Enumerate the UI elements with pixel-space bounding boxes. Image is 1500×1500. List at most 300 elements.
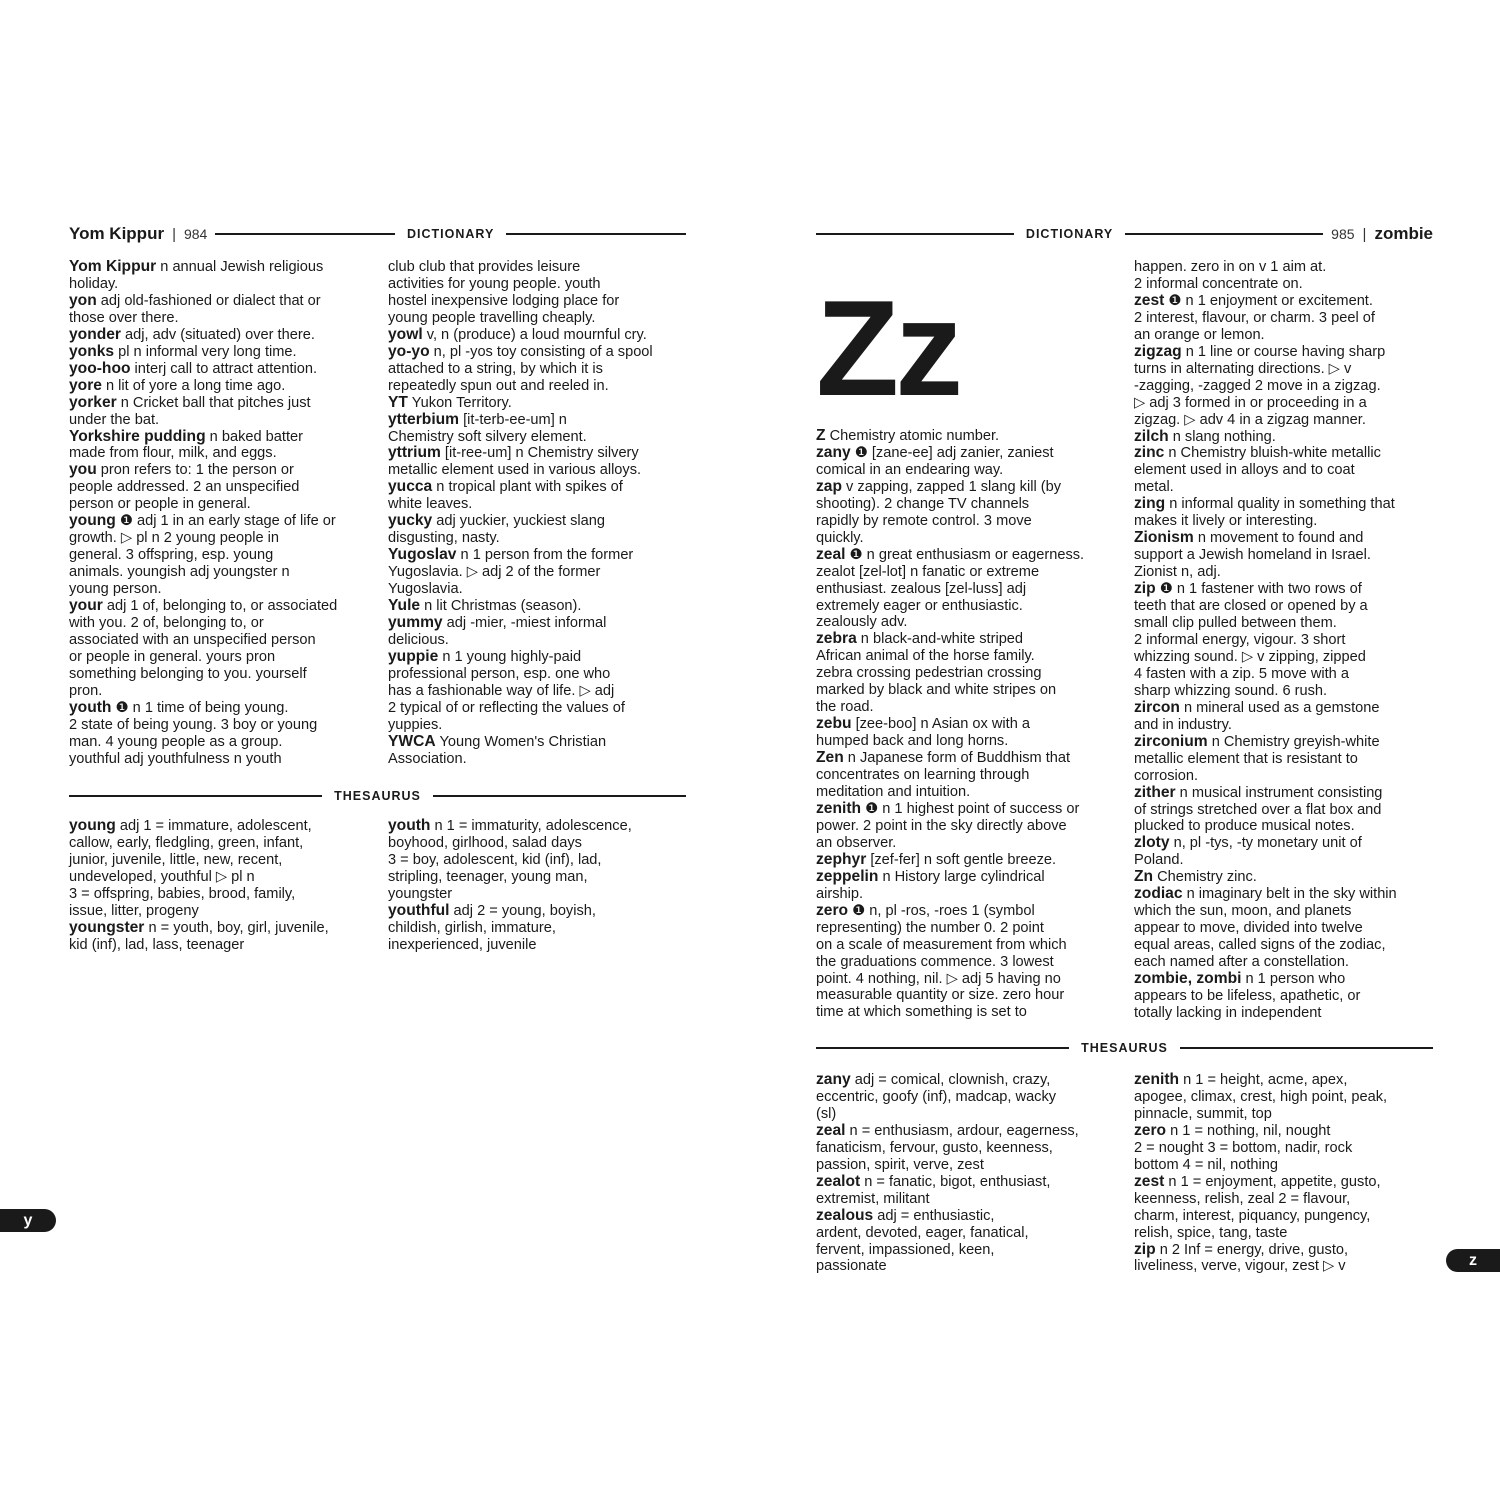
entry-line xyxy=(388,919,688,937)
entry-line xyxy=(1134,547,1439,564)
entry-line xyxy=(1134,259,1439,276)
entry-line xyxy=(1134,1207,1439,1225)
entry-text: extremist, militant xyxy=(816,1190,930,1207)
entry-text: adj 1 = immature, adolescent, xyxy=(115,818,312,834)
entry-line xyxy=(388,377,688,395)
thesaurus-column-3 xyxy=(816,1072,1121,1275)
entry-text: v, n (produce) a loud mournful cry. xyxy=(422,326,647,343)
entry-text: club club that provides leisure xyxy=(388,259,581,275)
thesaurus-column-4 xyxy=(1134,1072,1439,1275)
headword: zinc xyxy=(1134,444,1165,462)
entry-line xyxy=(1134,716,1439,734)
entry-text: kid (inf), lad, lass, teenager xyxy=(69,936,245,953)
entry-line xyxy=(388,393,688,412)
entry xyxy=(69,513,374,598)
left-thesaurus-rule xyxy=(69,795,322,797)
headword: Zn xyxy=(1134,868,1154,886)
entry xyxy=(388,259,688,327)
entry-line xyxy=(69,512,374,530)
entry-line xyxy=(388,597,688,615)
right-head-separator: | xyxy=(1362,225,1367,243)
headword: yorker xyxy=(69,393,117,411)
entry-text: Zionist n, adj. xyxy=(1134,564,1221,581)
entry-line xyxy=(1134,783,1439,802)
entry-line xyxy=(816,919,1121,937)
entry-line xyxy=(69,631,374,649)
entry-line xyxy=(1134,1004,1439,1022)
entry-text: youngster xyxy=(388,885,453,902)
entry-text: 2 informal concentrate on. xyxy=(1134,275,1303,292)
entry-line xyxy=(816,699,1121,716)
entry-text: person or people in general. xyxy=(69,496,251,513)
entry-text: n Chemistry bluish-white metallic xyxy=(1164,445,1381,462)
entry-text: undeveloped, youthful ▷ pl n xyxy=(69,868,255,885)
entry xyxy=(388,395,688,412)
entry-text: (sl) xyxy=(816,1105,837,1122)
entry-line xyxy=(1134,360,1439,378)
thumb-tab-y[interactable]: y xyxy=(0,1209,56,1232)
entry-line xyxy=(816,901,1121,920)
entry-text: whizzing sound. ▷ v zipping, zipped xyxy=(1134,648,1366,665)
entry xyxy=(69,920,374,954)
entry-line xyxy=(388,885,688,903)
headword: ytterbium xyxy=(388,410,460,428)
entry-line xyxy=(69,309,374,327)
headword: yo-yo xyxy=(388,342,430,360)
entry-line xyxy=(388,478,688,496)
entry-line xyxy=(816,885,1121,903)
right-thesaurus-rule-end xyxy=(1180,1047,1433,1049)
dictionary-column-3 xyxy=(816,428,1121,1021)
entry-line xyxy=(388,834,688,852)
entry-line xyxy=(1134,291,1439,310)
entry-text: n 1 = nothing, nil, nought xyxy=(1166,1122,1331,1139)
entry-text: n Cricket ball that pitches just xyxy=(116,394,311,411)
entry-line xyxy=(69,716,374,734)
entry xyxy=(69,429,374,463)
entry-text: and in industry. xyxy=(1134,716,1232,733)
entry xyxy=(816,479,1121,547)
headword: zodiac xyxy=(1134,885,1183,903)
entry-line xyxy=(1134,767,1439,785)
entry-text: adj 1 of, belonging to, or associated xyxy=(102,598,338,615)
headword: zloty xyxy=(1134,834,1170,852)
entry-line xyxy=(1134,427,1439,446)
entry-text: power. 2 point in the sky directly above xyxy=(816,817,1067,834)
entry-text: activities for young people. youth xyxy=(388,275,601,292)
entry-line xyxy=(816,614,1121,631)
headword: zap xyxy=(816,477,842,495)
entry-text: meditation and intuition. xyxy=(816,784,971,801)
entry-line xyxy=(816,630,1121,648)
entry-text: professional person, esp. one who xyxy=(388,665,611,682)
entry-text: metallic element that is resistant to xyxy=(1134,750,1358,767)
entry-text: plucked to produce musical notes. xyxy=(1134,818,1355,835)
entry-line xyxy=(69,445,374,462)
left-head-rule xyxy=(215,233,395,235)
right-head-rule-mid xyxy=(1125,233,1323,235)
entry xyxy=(1134,1123,1439,1174)
entry-line xyxy=(1134,852,1439,869)
entry xyxy=(388,327,688,344)
entry-line xyxy=(388,512,688,530)
entry xyxy=(1134,869,1439,886)
entry-line xyxy=(816,529,1121,547)
entry-text: zealot [zel-lot] n fanatic or extreme xyxy=(816,563,1040,580)
headword: zeal xyxy=(816,1121,846,1139)
entry-text: n slang nothing. xyxy=(1168,428,1276,445)
entry-text: Yugoslavia. xyxy=(388,581,463,598)
entry xyxy=(1134,429,1439,446)
entry xyxy=(69,462,374,513)
entry xyxy=(816,903,1121,1022)
entry-text: shooting). 2 change TV channels xyxy=(816,495,1030,512)
headword: zero xyxy=(816,901,849,919)
entry-text: equal areas, called signs of the zodiac, xyxy=(1134,937,1386,954)
entry-text: 3 = boy, adolescent, kid (inf), lad, xyxy=(388,851,602,868)
entry-text: Chemistry soft silvery element. xyxy=(388,428,587,445)
entry-line xyxy=(69,581,374,598)
entry-line xyxy=(1134,1240,1439,1259)
entry-text: pron. xyxy=(69,682,103,699)
dictionary-column-1 xyxy=(69,259,374,768)
headword: yummy xyxy=(388,614,443,632)
entry-text: [it-terb-ee-um] n xyxy=(459,411,567,428)
entry-text: n History large cylindrical xyxy=(878,868,1045,885)
entry-line xyxy=(69,698,374,717)
entry-text: Yukon Territory. xyxy=(407,394,512,411)
entry-text: stripling, teenager, young man, xyxy=(388,868,588,885)
entry-text: n mineral used as a gemstone xyxy=(1179,699,1380,716)
entry-text: an orange or lemon. xyxy=(1134,326,1265,343)
entry-text: extremely eager or enthusiastic. xyxy=(816,597,1023,614)
headword: YWCA xyxy=(388,732,436,750)
entry-line xyxy=(1134,648,1439,666)
entry-line xyxy=(1134,394,1439,412)
entry-line xyxy=(388,682,688,700)
entry-text: n Japanese form of Buddhism that xyxy=(843,750,1071,767)
entry-text: teeth that are closed or opened by a xyxy=(1134,598,1368,615)
entry-text: enthusiast. zealous [zel-luss] adj xyxy=(816,580,1027,597)
right-running-head xyxy=(816,224,1433,244)
entry-line xyxy=(69,393,374,412)
entry-line xyxy=(1134,326,1439,344)
entry-line xyxy=(69,530,374,547)
entry xyxy=(388,615,688,649)
right-head-rule xyxy=(816,233,1014,235)
entry-line xyxy=(388,750,688,768)
entry-text: sharp whizzing sound. 6 rush. xyxy=(1134,682,1328,699)
entry-line xyxy=(1134,615,1439,632)
entry-line xyxy=(1134,495,1439,513)
entry xyxy=(388,479,688,513)
entry-text: n lit Christmas (season). xyxy=(420,598,582,615)
entry-line xyxy=(1134,1156,1439,1174)
left-head-rule-end xyxy=(506,233,686,235)
entry-line xyxy=(388,360,688,378)
entry-text: animals. youngish adj youngster n xyxy=(69,564,290,581)
entry-text: keenness, relish, zeal 2 = flavour, xyxy=(1134,1190,1351,1207)
entry-line xyxy=(388,614,688,632)
left-guide-word: Yom Kippur xyxy=(69,224,165,243)
entry-text: zealously adv. xyxy=(816,614,908,631)
entry-line xyxy=(1134,954,1439,971)
headword: zeppelin xyxy=(816,867,879,885)
entry-line xyxy=(69,376,374,395)
entry-text: point. 4 nothing, nil. ▷ adj 5 having no xyxy=(816,970,1061,987)
entry-text: boyhood, girlhood, salad days xyxy=(388,834,582,851)
headword: zenith xyxy=(1134,1071,1180,1088)
entry-line xyxy=(69,615,374,632)
entry-line xyxy=(1134,377,1439,395)
entry-text: general. 3 offspring, esp. young xyxy=(69,547,274,564)
headword: youthful xyxy=(388,901,450,919)
entry-text: element used in alloys and to coat xyxy=(1134,462,1355,479)
entry-line xyxy=(69,936,374,954)
entry xyxy=(816,1208,1121,1276)
entry-text: youthful adj youthfulness n youth xyxy=(69,750,282,767)
entry-line xyxy=(69,648,374,666)
entry-line xyxy=(388,716,688,734)
entry-text: [it-ree-um] n Chemistry silvery xyxy=(440,445,639,462)
entry-line xyxy=(69,817,374,835)
left-thesaurus-label: THESAURUS xyxy=(334,789,421,803)
entry-text: which the sun, moon, and planets xyxy=(1134,903,1352,920)
entry-line xyxy=(69,733,374,751)
entry-text: Young Women's Christian xyxy=(435,733,607,750)
entry-text: v zapping, zapped 1 slang kill (by xyxy=(842,478,1062,495)
entry-text: marked by black and white stripes on xyxy=(816,682,1057,699)
entry-line xyxy=(69,427,374,446)
entry-line xyxy=(388,496,688,513)
entry-text: ❶ n 1 highest point of success or xyxy=(861,800,1080,817)
entry-text: ❶ n 1 time of being young. xyxy=(111,699,289,716)
entry-text: n = enthusiasm, ardour, eagerness, xyxy=(845,1122,1079,1139)
entry-text: metal. xyxy=(1134,479,1174,496)
entry xyxy=(388,903,688,954)
entry xyxy=(69,598,374,700)
entry xyxy=(69,293,374,327)
entry-text: n annual Jewish religious xyxy=(156,259,324,275)
entry-text: passionate xyxy=(816,1258,887,1275)
entry-text: fanaticism, fervour, gusto, keenness, xyxy=(816,1139,1053,1156)
entry-line xyxy=(816,1071,1121,1089)
entry xyxy=(1134,1072,1439,1123)
entry-line xyxy=(816,665,1121,682)
entry-text: adj = comical, clownish, crazy, xyxy=(850,1072,1051,1088)
entry-line xyxy=(69,291,374,310)
entry-text: something belonging to you. yourself xyxy=(69,665,307,682)
right-thesaurus-header xyxy=(816,1041,1433,1055)
right-page-number: 985 xyxy=(1331,226,1355,242)
headword: you xyxy=(69,461,97,479)
entry-line xyxy=(388,631,688,649)
entry-line xyxy=(1134,529,1439,547)
section-letter-heading: Zz xyxy=(816,272,960,424)
entry-line xyxy=(388,325,688,344)
entry-text: n 2 Inf = energy, drive, gusto, xyxy=(1155,1241,1349,1258)
headword: zilch xyxy=(1134,427,1169,445)
entry-text: n = youth, boy, girl, juvenile, xyxy=(144,919,329,936)
entry-text: ardent, devoted, eager, fanatical, xyxy=(816,1224,1029,1241)
headword: zip xyxy=(1134,580,1156,598)
entry-line xyxy=(69,750,374,768)
entry-text: attached to a string, by which it is xyxy=(388,360,603,377)
entry-line xyxy=(816,597,1121,615)
headword: zirconium xyxy=(1134,732,1208,750)
entry xyxy=(1134,530,1439,581)
entry xyxy=(69,344,374,361)
thumb-tab-z[interactable]: z xyxy=(1446,1249,1500,1272)
entry-text: liveliness, verve, vigour, zest ▷ v xyxy=(1134,1258,1346,1275)
entry-line xyxy=(69,479,374,496)
entry-line xyxy=(1134,479,1439,496)
entry-text: yuppies. xyxy=(388,716,443,733)
entry xyxy=(388,649,688,734)
entry-text: totally lacking in independent xyxy=(1134,1004,1322,1021)
entry-text: those over there. xyxy=(69,309,179,326)
entry xyxy=(1134,293,1439,344)
headword: youngster xyxy=(69,918,145,936)
entry xyxy=(816,547,1121,632)
entry-text: n 1 = immaturity, adolescence, xyxy=(430,818,632,834)
headword: zephyr xyxy=(816,850,867,868)
headword: zest xyxy=(1134,291,1165,309)
entry-text: adj, adv (situated) over there. xyxy=(121,326,315,343)
entry-text: pinnacle, summit, top xyxy=(1134,1105,1272,1122)
entry-line xyxy=(388,936,688,954)
entry-line xyxy=(816,495,1121,513)
entry xyxy=(1134,734,1439,785)
entry-line xyxy=(69,682,374,700)
entry-text: Association. xyxy=(388,750,467,767)
entry-line xyxy=(816,1004,1121,1021)
entry-text: support a Jewish homeland in Israel. xyxy=(1134,547,1371,564)
headword: youth xyxy=(69,698,112,716)
entry-line xyxy=(69,902,374,920)
entry-line xyxy=(1134,920,1439,937)
entry-text: ❶ n 1 fastener with two rows of xyxy=(1155,581,1362,598)
entry-text: white leaves. xyxy=(388,496,473,513)
entry-line xyxy=(1134,970,1439,988)
entry xyxy=(816,428,1121,445)
right-guide-word: zombie xyxy=(1374,224,1433,243)
entry-text: charm, interest, piquancy, pungency, xyxy=(1134,1207,1371,1224)
entry-text: disgusting, nasty. xyxy=(388,530,500,547)
headword: young xyxy=(69,512,116,530)
entry-text: growth. ▷ pl n 2 young people in xyxy=(69,530,279,547)
entry-line xyxy=(388,530,688,547)
entry-text: has a fashionable way of life. ▷ adj xyxy=(388,682,615,699)
entry-line xyxy=(816,834,1121,852)
entry-line xyxy=(1134,818,1439,835)
entry-line xyxy=(1134,275,1439,293)
entry-text: adj old-fashioned or dialect that or xyxy=(96,292,321,309)
entry-line xyxy=(1134,987,1439,1005)
entry-text: made from flour, milk, and eggs. xyxy=(69,445,277,462)
entry-line xyxy=(388,259,688,276)
headword: zenith xyxy=(816,799,862,817)
entry xyxy=(1134,785,1439,836)
entry xyxy=(1134,344,1439,429)
entry-text: n = fanatic, bigot, enthusiast, xyxy=(860,1173,1051,1190)
headword: zest xyxy=(1134,1172,1165,1190)
entry-line xyxy=(816,1206,1121,1225)
entry-line xyxy=(816,648,1121,665)
entry-text: n, pl -yos toy consisting of a spool xyxy=(429,343,653,360)
entry-line xyxy=(388,342,688,361)
entry-line xyxy=(816,767,1121,784)
entry-text: pron refers to: 1 the person or xyxy=(96,462,294,479)
entry-line xyxy=(69,359,374,378)
entry-line xyxy=(69,275,374,293)
entry-text: 2 state of being young. 3 boy or young xyxy=(69,716,318,733)
entry-text: ❶ n great enthusiasm or eagerness. xyxy=(845,546,1085,563)
entry-line xyxy=(816,545,1121,564)
headword: zealous xyxy=(816,1206,874,1224)
headword: Zen xyxy=(816,749,844,767)
entry-line xyxy=(388,868,688,886)
entry-line xyxy=(816,512,1121,530)
headword: Yorkshire pudding xyxy=(69,427,206,445)
entry-line xyxy=(1134,801,1439,819)
entry-line xyxy=(388,699,688,717)
entry xyxy=(816,852,1121,869)
entry-text: 2 typical of or reflecting the values of xyxy=(388,699,625,716)
entry-text: childish, girlish, immature, xyxy=(388,919,556,936)
entry xyxy=(816,1072,1121,1123)
entry-text: under the bat. xyxy=(69,411,160,428)
entry-line xyxy=(1134,750,1439,768)
entry-line xyxy=(388,428,688,446)
headword: zebra xyxy=(816,630,857,648)
left-running-head xyxy=(69,224,686,244)
entry-line xyxy=(816,987,1121,1004)
headword: Yugoslav xyxy=(388,546,457,564)
headword: youth xyxy=(388,817,431,834)
entry-line xyxy=(816,477,1121,496)
entry-line xyxy=(816,715,1121,733)
entry-text: an observer. xyxy=(816,834,897,851)
entry xyxy=(1134,496,1439,530)
entry-line xyxy=(1134,903,1439,920)
entry-text: 2 interest, flavour, or charm. 3 peel of xyxy=(1134,309,1375,326)
entry-text: n, pl -tys, -ty monetary unit of xyxy=(1169,835,1362,852)
entry-text: 2 informal energy, vigour. 3 short xyxy=(1134,631,1346,648)
headword: zip xyxy=(1134,1240,1156,1258)
entry-line xyxy=(388,292,688,310)
entry-text: small clip pulled between them. xyxy=(1134,615,1337,632)
entry-line xyxy=(816,784,1121,801)
entry-text: holiday. xyxy=(69,275,119,292)
entry xyxy=(388,818,688,903)
entry-line xyxy=(816,1172,1121,1191)
entry-line xyxy=(816,850,1121,869)
entry-line xyxy=(388,665,688,683)
entry-text: pl n informal very long time. xyxy=(114,343,297,360)
entry-text: Chemistry zinc. xyxy=(1153,869,1257,886)
entry-line xyxy=(1134,513,1439,530)
entry-line xyxy=(1134,411,1439,429)
entry-text: measurable quantity or size. zero hour xyxy=(816,987,1065,1004)
entry-line xyxy=(1134,1224,1439,1242)
entry-line xyxy=(388,462,688,479)
entry xyxy=(69,818,374,920)
entry-line xyxy=(1134,1088,1439,1106)
entry xyxy=(816,801,1121,852)
entry-text: corrosion. xyxy=(1134,767,1199,784)
entry-text: Yugoslavia. ▷ adj 2 of the former xyxy=(388,564,601,581)
